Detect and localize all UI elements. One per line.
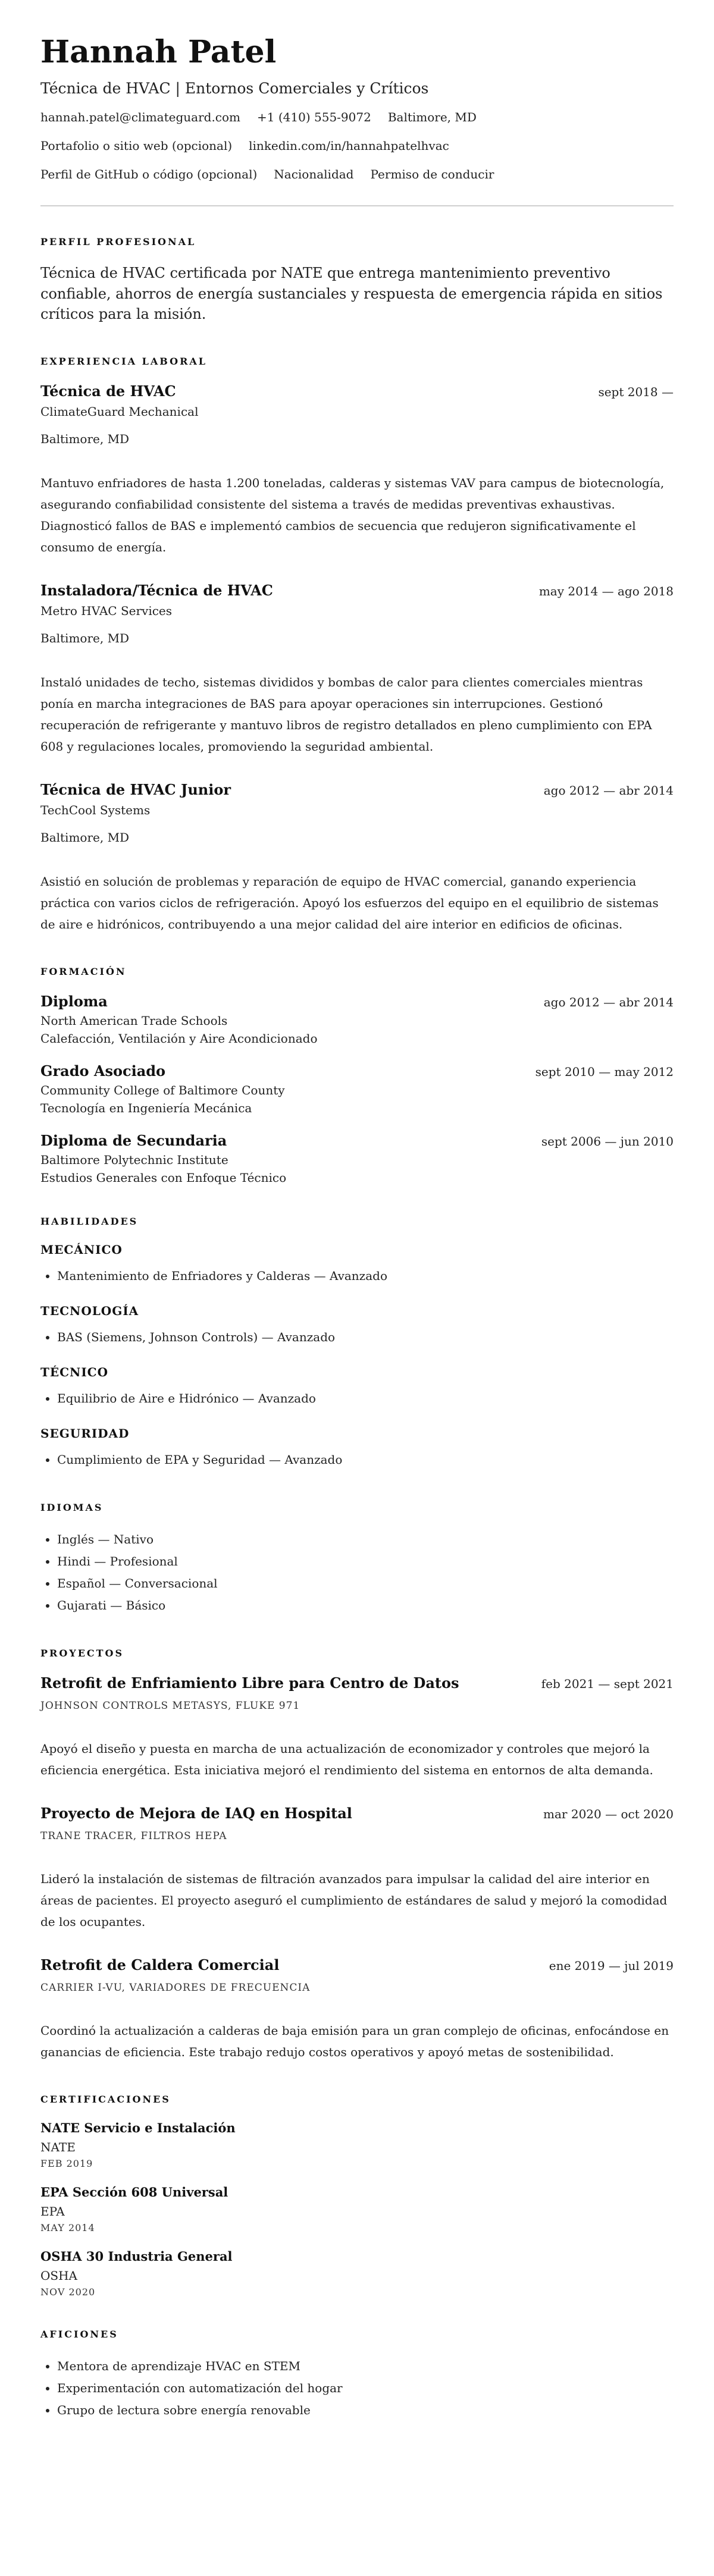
candidate-name: Hannah Patel	[40, 34, 277, 70]
nationality-text: Nacionalidad	[274, 167, 354, 181]
field-of-study: Estudios Generales con Enfoque Técnico	[40, 1171, 287, 1185]
section-title-projects: PROYECTOS	[40, 1648, 124, 1659]
contact-row-links	[40, 139, 674, 153]
hobbies-list	[40, 2355, 674, 2421]
company-name: ClimateGuard Mechanical	[40, 404, 199, 419]
resume-header	[40, 34, 674, 181]
contact-row-extra	[40, 167, 674, 181]
education-dates: ago 2012 — abr 2014	[543, 995, 674, 1010]
degree-title: Diploma de Secundaria	[40, 1132, 227, 1150]
project-dates: ene 2019 — jul 2019	[549, 1959, 674, 1973]
project-description: Lideró la instalación de sistemas de filtración avanzados para impulsar la calidad del aire interior en áreas de pacientes. El proyecto aseguró el cumplimiento de estándares de salud y mejoró la comodidad de los ocupantes.	[40, 1872, 668, 1929]
job-dates: may 2014 — ago 2018	[538, 584, 674, 599]
language-item: • Inglés — Nativo	[57, 1529, 674, 1551]
project-description: Apoyó el diseño y puesta en marcha de una actualización de economizador y controles que mejoró la eficiencia energética. Esta iniciativa mejoró el rendimiento del sistema en entornos de alta demanda.	[40, 1742, 653, 1778]
header-divider	[40, 205, 674, 206]
certification-name: NATE Servicio e Instalación	[40, 2120, 236, 2136]
hobbies-section	[40, 2329, 674, 2421]
job-description: Asistió en solución de problemas y reparación de equipo de HVAC comercial, ganando experiencia práctica con varios ciclos de refrigeración. Apoyó los esfuerzos del equipo en el equilibrio de sistemas de aire e hidrónicos, contribuyendo a una mejor calidad del aire interior en edificios de oficinas.	[40, 874, 659, 932]
education-entry	[40, 1132, 674, 1185]
school-name: Baltimore Polytechnic Institute	[40, 1153, 228, 1168]
skill-category: TECNOLOGÍA	[40, 1304, 139, 1319]
section-title-experience: EXPERIENCIA LABORAL	[40, 356, 208, 368]
certification-entry	[40, 2185, 674, 2233]
email-link[interactable]: hannah.patel@climateguard.com	[40, 109, 241, 124]
skill-item: • Equilibrio de Aire e Hidrónico — Avanzado	[57, 1388, 674, 1410]
skill-category: TÉCNICO	[40, 1365, 109, 1380]
experience-entry	[40, 582, 674, 757]
project-entry	[40, 1805, 674, 1932]
summary-text: Técnica de HVAC certificada por NATE que entrega mantenimiento preventivo confiable, ahorros de energía sustanciales y respuesta de emergencia rápida en sitios críticos para la misión.	[40, 264, 663, 323]
certification-date: NOV 2020	[40, 2286, 96, 2298]
experience-entry	[40, 781, 674, 935]
job-dates: sept 2018 —	[598, 385, 674, 400]
certification-name: EPA Sección 608 Universal	[40, 2185, 228, 2200]
project-description: Coordinó la actualización a calderas de baja emisión para un gran complejo de oficinas, enfocándose en ganancias de eficiencia. Este trabajo redujo costos operativos y apoyó metas de sostenibilidad.	[40, 2023, 669, 2060]
certification-date: MAY 2014	[40, 2222, 95, 2234]
skill-item: • Cumplimiento de EPA y Seguridad — Avanzado	[57, 1449, 674, 1471]
headline: Técnica de HVAC | Entornos Comerciales y Críticos	[40, 79, 429, 97]
company-name: TechCool Systems	[40, 803, 151, 818]
project-entry	[40, 1674, 674, 1781]
hobby-item: • Experimentación con automatización del hogar	[57, 2377, 674, 2399]
degree-title: Diploma	[40, 993, 108, 1011]
school-name: Community College of Baltimore County	[40, 1083, 285, 1098]
job-description: Mantuvo enfriadores de hasta 1.200 toneladas, calderas y sistemas VAV para campus de biotecnología, asegurando confiabilidad consistente del sistema a través de medidas preventivas exhaustivas. Diagnosticó fallos de BAS e implementó cambios de secuencia que redujeron significativamente el consumo de energía.	[40, 476, 665, 555]
project-tech: CARRIER I-VU, VARIADORES DE FRECUENCIA	[40, 1982, 311, 1994]
job-location: Baltimore, MD	[40, 432, 130, 447]
languages-section	[40, 1502, 674, 1617]
education-entry	[40, 1062, 674, 1115]
section-title-hobbies: AFICIONES	[40, 2329, 118, 2340]
field-of-study: Tecnología en Ingeniería Mecánica	[40, 1101, 252, 1116]
location-text: Baltimore, MD	[387, 109, 477, 124]
contact-row-primary	[40, 110, 674, 124]
job-description: Instaló unidades de techo, sistemas divididos y bombas de calor para clientes comerciales mientras ponía en marcha integraciones de BAS para apoyar operaciones sin interrupciones. Gestionó recuperación de refrigerante y mantuvo libros de registro detallados en pleno cumplimiento con EPA 608 y regulaciones locales, promoviendo la seguridad ambiental.	[40, 675, 652, 754]
portfolio-link[interactable]: Portafolio o sitio web (opcional)	[40, 138, 233, 153]
section-title-skills: HABILIDADES	[40, 1216, 139, 1228]
degree-title: Grado Asociado	[40, 1062, 166, 1080]
skill-category: MECÁNICO	[40, 1242, 123, 1257]
languages-list	[40, 1529, 674, 1617]
section-title-languages: IDIOMAS	[40, 1502, 104, 1514]
project-name: Retrofit de Caldera Comercial	[40, 1956, 280, 1974]
skills-section	[40, 1216, 674, 1471]
certification-entry	[40, 2249, 674, 2298]
certification-issuer: NATE	[40, 2140, 76, 2155]
experience-entry	[40, 382, 674, 558]
skill-group	[40, 1304, 674, 1348]
company-name: Metro HVAC Services	[40, 604, 173, 619]
certification-name: OSHA 30 Industria General	[40, 2249, 233, 2264]
education-dates: sept 2006 — jun 2010	[541, 1134, 674, 1149]
project-name: Retrofit de Enfriamiento Libre para Centro de Datos	[40, 1674, 459, 1692]
job-title: Instaladora/Técnica de HVAC	[40, 582, 273, 600]
field-of-study: Calefacción, Ventilación y Aire Acondicionado	[40, 1031, 318, 1046]
linkedin-link[interactable]: linkedin.com/in/hannahpatelhvac	[249, 138, 449, 153]
project-entry	[40, 1956, 674, 2063]
section-title-certifications: CERTIFICACIONES	[40, 2094, 171, 2106]
hobby-item: • Mentora de aprendizaje HVAC en STEM	[57, 2355, 674, 2377]
education-entry	[40, 993, 674, 1046]
license-text: Permiso de conducir	[370, 167, 494, 181]
job-title: Técnica de HVAC Junior	[40, 781, 231, 799]
certification-entry	[40, 2120, 674, 2169]
project-dates: feb 2021 — sept 2021	[541, 1677, 674, 1692]
project-tech: TRANE TRACER, FILTROS HEPA	[40, 1830, 227, 1843]
job-dates: ago 2012 — abr 2014	[543, 783, 674, 798]
skill-item: • Mantenimiento de Enfriadores y Calderas — Avanzado	[57, 1265, 674, 1287]
section-title-education: FORMACIÓN	[40, 966, 127, 978]
job-title: Técnica de HVAC	[40, 382, 176, 400]
project-name: Proyecto de Mejora de IAQ en Hospital	[40, 1805, 352, 1822]
phone-text: +1 (410) 555-9072	[257, 109, 371, 124]
skill-item: • BAS (Siemens, Johnson Controls) — Avanzado	[57, 1326, 674, 1348]
skill-category: SEGURIDAD	[40, 1426, 130, 1441]
education-dates: sept 2010 — may 2012	[535, 1065, 674, 1080]
skill-group	[40, 1365, 674, 1410]
github-link[interactable]: Perfil de GitHub o código (opcional)	[40, 167, 258, 181]
education-section	[40, 966, 674, 1185]
certification-date: FEB 2019	[40, 2158, 93, 2170]
project-tech: JOHNSON CONTROLS METASYS, FLUKE 971	[40, 1700, 300, 1712]
certification-issuer: EPA	[40, 2204, 65, 2219]
experience-section	[40, 356, 674, 935]
language-item: • Hindi — Profesional	[57, 1551, 674, 1573]
hobby-item: • Grupo de lectura sobre energía renovable	[57, 2399, 674, 2421]
school-name: North American Trade Schools	[40, 1014, 228, 1028]
language-item: • Gujarati — Básico	[57, 1595, 674, 1617]
language-item: • Español — Conversacional	[57, 1573, 674, 1595]
skill-group	[40, 1242, 674, 1287]
job-location: Baltimore, MD	[40, 830, 130, 845]
project-dates: mar 2020 — oct 2020	[543, 1807, 674, 1822]
skill-group	[40, 1426, 674, 1471]
certification-issuer: OSHA	[40, 2268, 77, 2283]
job-location: Baltimore, MD	[40, 631, 130, 646]
section-title-summary: PERFIL PROFESIONAL	[40, 236, 196, 247]
summary-section	[40, 236, 674, 325]
certifications-section	[40, 2094, 674, 2298]
projects-section	[40, 1648, 674, 2063]
